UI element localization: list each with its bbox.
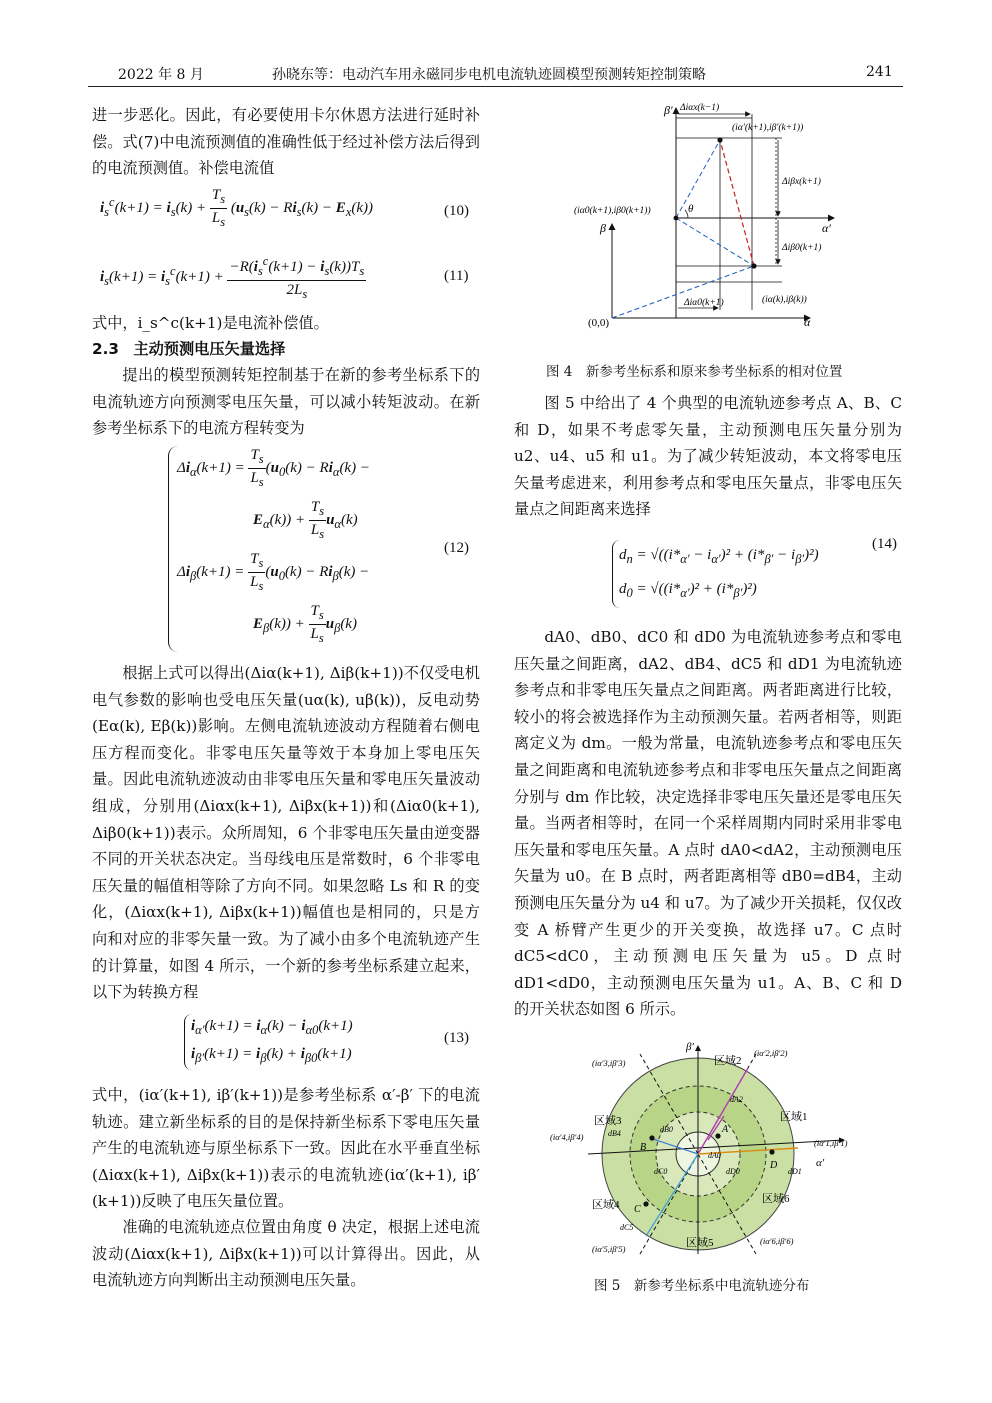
- fig4-origin: (0,0): [588, 317, 610, 329]
- point-c: C: [634, 1204, 641, 1215]
- dist-c0: dC0: [654, 1167, 668, 1176]
- fig4-theta: θ: [688, 203, 694, 215]
- vec-2: (iα′2,iβ′2): [754, 1048, 788, 1058]
- point-d: D: [770, 1160, 778, 1171]
- region-5: 区域5: [686, 1237, 714, 1249]
- point-b: B: [640, 1142, 647, 1153]
- figure-5: [548, 1040, 848, 1266]
- left-para-4: 根据上式可以得出(Δiα(k+1), Δiβ(k+1))不仅受电机电气参数的影响也受电压矢量(uα(k), uβ(k))，反电动势(Eα(k), Eβ(k))影响。左侧电流轨迹波动方程随着右侧电压方程而变化。非零电压矢量等效于本身加上零电压矢量。因此电流轨迹波动由非零电压矢量和零电压矢量波动组成，分别用(Δiαx(k+1), Δiβx(k+1))和(Δiα0(k+1), Δiβ0(k+1))表示。众所周知，6 个非零电压矢量由逆变器不同的开关状态决定。当母线电压是常数时，6 个非零电压矢量的幅值相等除了方向不同。如果忽略 Ls 和 R 的变化，(Δiαx(k+1), Δiβx(k+1))幅值也是相同的，只是方向和对应的非零矢量一致。为了减小由多个电流轨迹产生的计算量，如图 4 所示，一个新的参考坐标系建立起来，以下为转换方程: [92, 664, 480, 1002]
- fig4-point-bottom: (iα(k),iβ(k)): [762, 295, 807, 305]
- right-para-1: 图 5 中给出了 4 个典型的电流轨迹参考点 A、B、C 和 D，如果不考虑零矢量，主动预测电压矢量分别为 u2、u4、u5 和 u1。为了减少转矩波动，本文将零电压矢量考虑进来，利用参考点和零电压矢量点，非零电压矢量点之间距离来选择: [514, 394, 902, 519]
- fig5-beta-prime: β′: [686, 1041, 694, 1053]
- fig5-alpha-prime: α′: [816, 1157, 825, 1169]
- left-para-3: 提出的模型预测转矩控制基于在新的参考坐标系下的电流轨迹方向预测零电压矢量，可以减小转矩波动。在新参考坐标系下的电流方程转变为: [92, 366, 480, 438]
- fig4-point-top: (iα′(k+1),iβ′(k+1)): [732, 123, 804, 133]
- region-2: 区域2: [714, 1055, 742, 1067]
- equation-11: $i_s(k+1) = i_s^c(k+1)$ + $\frac{-R(i_s^c(k+1) - i_s(k))T_s}{2L_s}$: [100, 254, 365, 301]
- fig4-beta-prime: β′: [664, 103, 673, 117]
- region-6: 区域6: [762, 1193, 790, 1205]
- fig5-caption: 图 5 新参考坐标系中电流轨迹分布: [594, 1278, 810, 1294]
- equation-13: $i_{\alpha'}(k+1) = i_\alpha(k) - i_{\alpha 0}(k+1)$ $i_{\beta'}(k+1) = i_\beta(k) + i_{\beta 0}(k+1)$: [184, 1014, 353, 1070]
- dist-c5: dC5: [620, 1223, 634, 1232]
- fig4-alpha-prime: α′: [822, 221, 831, 235]
- vec-3: (iα′3,iβ′3): [592, 1058, 626, 1068]
- point-a: A: [722, 1124, 729, 1135]
- figure-4: [572, 100, 842, 340]
- fig4-top-delta: Δiαx(k−1): [680, 103, 720, 113]
- eq12-number: (12): [444, 540, 469, 556]
- left-para-6: 准确的电流轨迹点位置由角度 θ 决定，根据上述电流波动(Δiαx(k+1), Δiβx(k+1))可以计算得出。因此，从电流轨迹方向判断出主动预测电压矢量。: [92, 1218, 480, 1290]
- equation-10: $i_s^c(k+1) = i_s(k)$ + $\frac{T_s}{L_s}$ $(u_s(k) - Ri_s(k) - E_x(k))$: [100, 187, 374, 229]
- right-para-2: dA0、dB0、dC0 和 dD0 为电流轨迹参考点和零电压矢量之间距离，dA2、dB4、dC5 和 dD1 为电流轨迹参考点和非零电压矢量点之间距离。两者距离进行比较，较小的将会被选择作为主动预测矢量。若两者相等，则距离定义为 dm。一般为常量，电流轨迹参考点和零电压矢量之间距离和电流轨迹参考点和非零电压矢量点之间距离分别与 dm 作比较，决定选择非零电压矢量还是零电压矢量。当两者相等时，在同一个采样周期内同时采用非零电压矢量和零电压矢量。A 点时 dA0<dA2，主动预测电压矢量为 u0。在 B 点时，两者距离相等 dB0=dB4，主动预测电压矢量分为 u4 和 u7。为了减少开关损耗，仅仅改变 A 桥臂产生更少的开关变换，故选择 u7。C 点时 dC5<dC0，主动预测电压矢量为 u5。D 点时 dD1<dD0，主动预测电压矢量为 u1。A、B、C 和 D 的开关状态如图 6 所示。: [514, 628, 902, 1019]
- equation-14: $d_n = √((i*_{\alpha'} - i_{\alpha'})^2 + (i*_{\beta'} - i_{\beta'})^2)$ $d_0 = √((i*_{\alpha'})^2 + (i*_{\beta'})^2)$: [612, 540, 819, 608]
- vec-1: (iα′1,iβ′1): [814, 1138, 848, 1148]
- fig4-alpha: α: [804, 315, 811, 329]
- dist-d1: dD1: [788, 1167, 802, 1176]
- eq14-number: (14): [872, 536, 897, 552]
- header-rule: [88, 86, 903, 87]
- fig4-d-beta-x: Δiβx(k+1): [782, 177, 821, 187]
- fig4-d-beta-0: Δiβ0(k+1): [782, 243, 822, 253]
- eq11-number: (11): [444, 268, 469, 284]
- vec-6: (iα′6,iβ′6): [760, 1236, 794, 1246]
- fig4-caption: 图 4 新参考坐标系和原来参考坐标系的相对位置: [546, 364, 843, 380]
- header-date: 2022 年 8 月: [118, 67, 204, 83]
- left-para-5: 式中，(iα′(k+1), iβ′(k+1))是参考坐标系 α′-β′ 下的电流轨迹。建立新坐标系的目的是保持新坐标系下零电压矢量产生的电流轨迹与原坐标系下一致。因此在水平垂直坐标(Δiαx(k+1), Δiβx(k+1))表示的电流轨迹(iα′(k+1), iβ′(k+1))反映了电压矢量位置。: [92, 1086, 480, 1211]
- left-para-1: 进一步恶化。因此，有必要使用卡尔休恩方法进行延时补偿。式(7)中电流预测值的准确性低于经过补偿方法后得到的电流预测值。补偿电流值: [92, 106, 480, 178]
- section-heading: 2.3 主动预测电压矢量选择: [92, 340, 286, 358]
- dist-a2: dA2: [730, 1095, 743, 1104]
- page-number: 241: [866, 64, 893, 80]
- dist-d0: dD0: [726, 1167, 740, 1176]
- eq13-number: (13): [444, 1030, 469, 1046]
- equation-12: $\Delta i_\alpha(k+1)$ = $\frac{T_s}{L_s}$ ($u_0(k) - Ri_\alpha(k)$ − $E_\alpha(k)$) + $\frac{T_s}{L_s}$ $u_\alpha(k)$ $\Delta i_\beta(k+1)$ = $\frac{T_s}{L_s}$ ($u_0(k) - Ri_\beta(k)$ − $E_\beta(k)$) + $\frac{T_s}{L_s}$ $u_\beta(k)$: [168, 446, 457, 652]
- eq10-number: (10): [444, 203, 469, 219]
- region-4: 区域4: [592, 1199, 620, 1211]
- dist-b0: dB0: [660, 1125, 673, 1134]
- fig4-beta: β: [600, 221, 606, 235]
- region-1: 区域1: [780, 1111, 808, 1123]
- region-3: 区域3: [594, 1115, 622, 1127]
- fig4-point-left: (iα0(k+1),iβ0(k+1)): [574, 206, 651, 216]
- fig4-d-alpha-0: Δiα0(k+1): [684, 298, 724, 308]
- running-title: 孙晓东等：电动汽车用永磁同步电机电流轨迹圆模型预测转矩控制策略: [272, 67, 706, 83]
- vec-4: (iα′4,iβ′4): [550, 1132, 584, 1142]
- dist-b4: dB4: [608, 1129, 621, 1138]
- dist-a0: dA0: [708, 1151, 721, 1160]
- vec-5: (iα′5,iβ′5): [592, 1244, 626, 1254]
- left-para-2: 式中，i_s^c(k+1)是电流补偿值。: [92, 314, 329, 332]
